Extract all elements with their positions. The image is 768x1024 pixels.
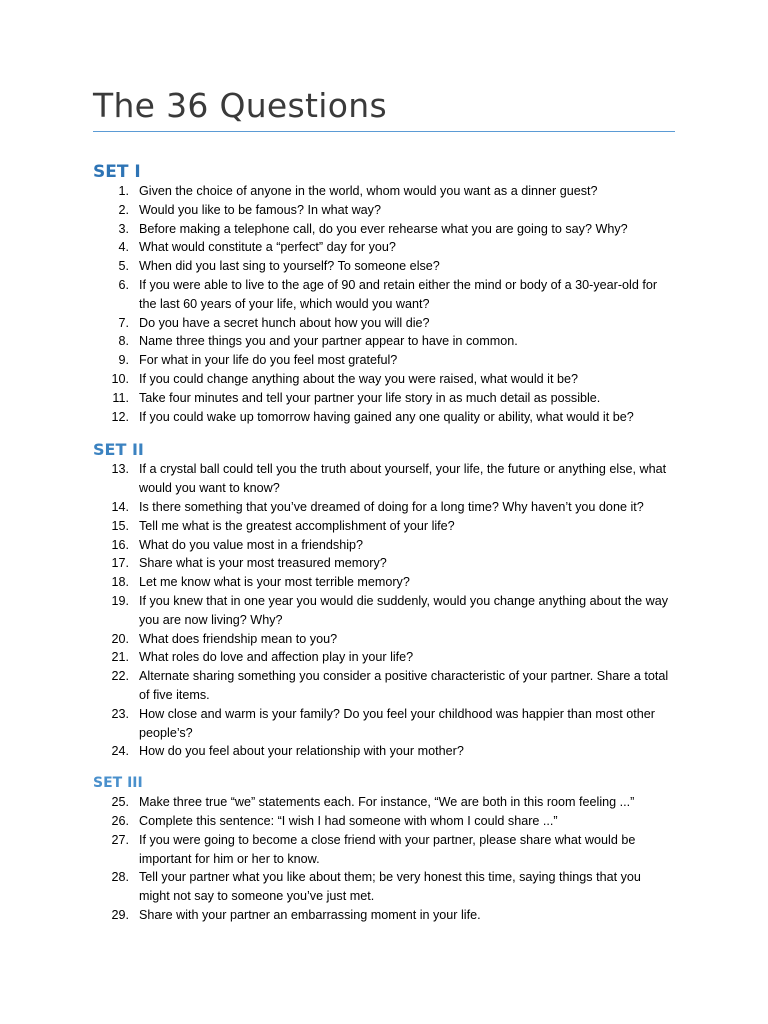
set-1-heading: SET I xyxy=(93,162,141,182)
question-text: What do you value most in a friendship? xyxy=(139,537,364,552)
question-text: How do you feel about your relationship with your mother? xyxy=(139,744,464,759)
question-number: 22. xyxy=(111,669,129,684)
question-number: 19. xyxy=(111,593,129,608)
document-title: The 36 Questions xyxy=(93,86,387,125)
question-item xyxy=(93,573,675,592)
question-number: 26. xyxy=(111,813,129,828)
question-text: If you could wake up tomorrow having gained any one quality or ability, what would it be? xyxy=(139,409,634,424)
question-number: 21. xyxy=(111,650,129,665)
question-text: For what in your life do you feel most grateful? xyxy=(139,353,398,368)
question-item xyxy=(93,351,675,370)
question-item xyxy=(93,389,675,408)
question-text: Complete this sentence: “I wish I had someone with whom I could share ...” xyxy=(139,813,558,828)
question-item xyxy=(93,793,675,812)
title-underline xyxy=(93,131,675,132)
question-item xyxy=(93,408,675,427)
question-number: 17. xyxy=(111,556,129,571)
question-number: 2. xyxy=(118,202,129,217)
set-2-heading: SET II xyxy=(93,440,144,460)
question-item xyxy=(93,257,675,276)
question-number: 13. xyxy=(111,462,129,477)
question-item xyxy=(93,517,675,536)
question-number: 29. xyxy=(111,907,129,922)
question-item xyxy=(93,220,675,239)
question-item xyxy=(93,906,675,925)
question-number: 24. xyxy=(111,744,129,759)
question-text: If you were able to live to the age of 90 and retain either the mind or body of a 30-year-old for the last 60 years of your life, which would you want? xyxy=(139,277,658,311)
question-number: 27. xyxy=(111,832,129,847)
question-text: If you were going to become a close friend with your partner, please share what would be important for him or her to know. xyxy=(139,832,636,866)
question-number: 9. xyxy=(118,353,129,368)
question-number: 28. xyxy=(111,870,129,885)
question-item xyxy=(93,630,675,649)
question-text: If you knew that in one year you would die suddenly, would you change anything about the way you are now living? Why? xyxy=(139,593,669,627)
question-text: Share what is your most treasured memory? xyxy=(139,556,387,571)
question-text: Do you have a secret hunch about how you will die? xyxy=(139,315,430,330)
question-number: 16. xyxy=(111,537,129,552)
question-text: If a crystal ball could tell you the truth about yourself, your life, the future or anything else, what would you want to know? xyxy=(139,462,667,496)
question-text: Take four minutes and tell your partner your life story in as much detail as possible. xyxy=(139,390,601,405)
set-3-heading: SET III xyxy=(93,775,143,792)
question-number: 6. xyxy=(118,277,129,292)
set-1-question-list xyxy=(93,182,675,426)
question-item xyxy=(93,238,675,257)
question-item xyxy=(93,536,675,555)
question-item xyxy=(93,332,675,351)
question-number: 5. xyxy=(118,259,129,274)
question-number: 14. xyxy=(111,499,129,514)
question-number: 8. xyxy=(118,334,129,349)
question-item xyxy=(93,201,675,220)
set-2-question-list xyxy=(93,460,675,761)
question-text: Before making a telephone call, do you ever rehearse what you are going to say? Why? xyxy=(139,221,628,236)
question-item xyxy=(93,182,675,201)
question-item xyxy=(93,648,675,667)
question-item xyxy=(93,554,675,573)
question-item xyxy=(93,370,675,389)
question-number: 12. xyxy=(111,409,129,424)
question-number: 4. xyxy=(118,240,129,255)
question-number: 18. xyxy=(111,575,129,590)
question-number: 1. xyxy=(118,184,129,198)
question-text: What would constitute a “perfect” day for you? xyxy=(139,240,396,255)
question-item xyxy=(93,592,675,630)
question-item xyxy=(93,276,675,314)
question-text: Share with your partner an embarrassing moment in your life. xyxy=(139,907,481,922)
question-text: Alternate sharing something you consider a positive characteristic of your partner. Share a total of five items. xyxy=(139,669,669,702)
question-text: Is there something that you’ve dreamed of doing for a long time? Why haven’t you done it? xyxy=(139,499,644,514)
question-item xyxy=(93,498,675,517)
question-item xyxy=(93,831,675,869)
question-text: Tell me what is the greatest accomplishment of your life? xyxy=(139,518,455,533)
question-item xyxy=(93,742,675,761)
question-number: 10. xyxy=(111,371,129,386)
question-number: 20. xyxy=(111,631,129,646)
question-item xyxy=(93,667,675,705)
question-text: Let me know what is your most terrible memory? xyxy=(139,575,410,590)
set-3-question-list xyxy=(93,793,675,925)
question-number: 23. xyxy=(111,706,129,721)
question-text: Given the choice of anyone in the world, whom would you want as a dinner guest? xyxy=(139,184,598,198)
question-item xyxy=(93,868,675,906)
question-number: 11. xyxy=(112,390,129,405)
question-text: How close and warm is your family? Do you feel your childhood was happier than most other people’s? xyxy=(139,706,655,740)
question-text: Tell your partner what you like about them; be very honest this time, saying things that you might not say to someone you’ve just met. xyxy=(139,870,641,904)
question-number: 7. xyxy=(118,315,129,330)
question-item xyxy=(93,460,675,498)
question-number: 15. xyxy=(111,518,129,533)
question-text: When did you last sing to yourself? To someone else? xyxy=(139,259,440,274)
question-text: What roles do love and affection play in your life? xyxy=(139,650,414,665)
question-number: 3. xyxy=(118,221,129,236)
question-text: Would you like to be famous? In what way? xyxy=(139,202,381,217)
question-item xyxy=(93,812,675,831)
question-text: Make three true “we” statements each. For instance, “We are both in this room feeling ...” xyxy=(139,795,635,810)
question-text: If you could change anything about the way you were raised, what would it be? xyxy=(139,371,578,386)
question-item xyxy=(93,705,675,743)
question-number: 25. xyxy=(111,795,129,810)
question-text: What does friendship mean to you? xyxy=(139,631,338,646)
question-text: Name three things you and your partner appear to have in common. xyxy=(139,334,518,349)
question-item xyxy=(93,314,675,333)
